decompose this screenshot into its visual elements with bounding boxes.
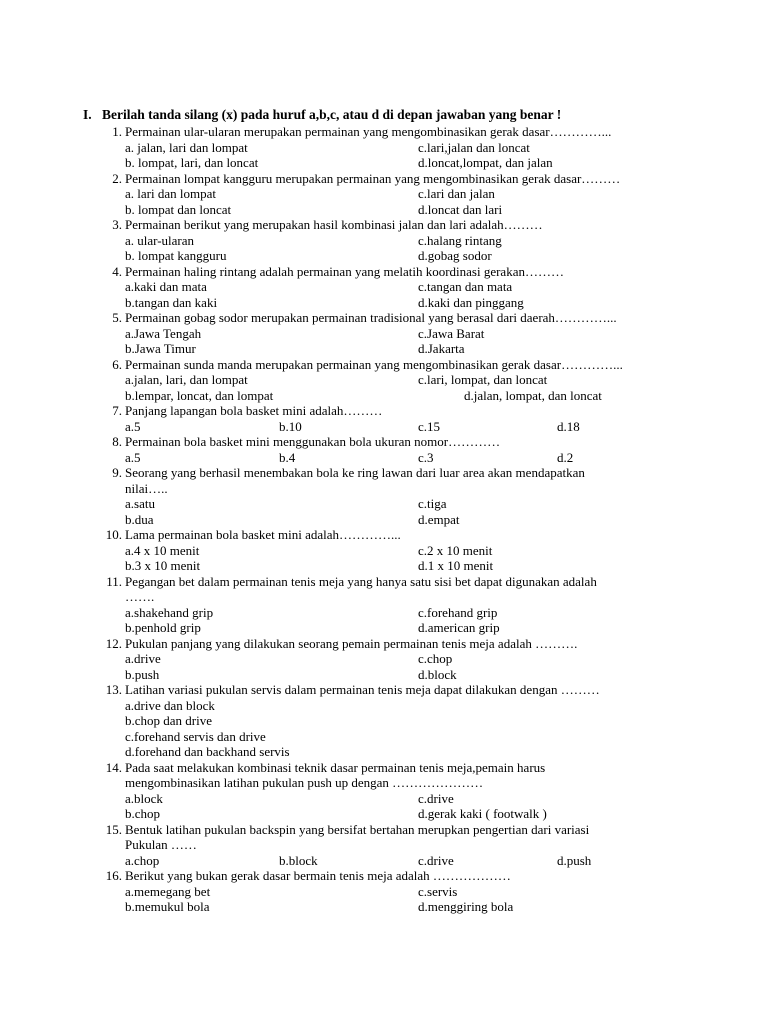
option-row xyxy=(98,729,738,745)
question-line xyxy=(98,310,738,326)
option-row xyxy=(98,744,738,760)
answer-option[interactable]: d.loncat,lompat, dan jalan xyxy=(418,155,553,170)
question-line xyxy=(98,481,738,497)
answer-option[interactable]: b.lempar, loncat, dan lompat xyxy=(125,387,274,403)
option-row xyxy=(98,186,738,202)
answer-option[interactable]: d.forehand dan backhand servis xyxy=(125,744,290,759)
question-text: ……. xyxy=(125,589,155,604)
answer-option[interactable]: d.loncat dan lari xyxy=(418,201,503,217)
answer-option[interactable]: c.15 xyxy=(418,418,441,434)
option-row xyxy=(98,512,738,528)
question-line xyxy=(98,760,738,776)
question-number: 4. xyxy=(112,263,122,279)
answer-option[interactable]: c.lari, lompat, dan loncat xyxy=(418,372,548,387)
answer-option[interactable]: c.Jawa Barat xyxy=(418,325,485,341)
question-number: 9. xyxy=(112,465,122,480)
option-row xyxy=(98,496,738,512)
section-instruction xyxy=(83,107,561,123)
answer-option[interactable]: b.block xyxy=(279,852,318,868)
question-text: Permainan ular-ularan merupakan permainan yang mengombinasikan gerak dasar…………... xyxy=(125,124,612,139)
question-line xyxy=(98,124,738,140)
option-row xyxy=(98,558,738,574)
answer-option[interactable]: a.satu xyxy=(125,496,155,511)
answer-option[interactable]: b. lompat, lari, dan loncat xyxy=(125,155,259,170)
question-number: 15. xyxy=(105,821,122,837)
question-line xyxy=(98,171,738,187)
answer-option[interactable]: b.dua xyxy=(125,511,154,527)
answer-option[interactable]: b.4 xyxy=(279,449,296,465)
question-line xyxy=(98,217,738,233)
question-text: Pukulan …… xyxy=(125,837,197,852)
question-text: Panjang lapangan bola basket mini adalah……… xyxy=(125,403,383,418)
option-row xyxy=(98,233,738,249)
question-text: Permainan gobag sodor merupakan permainan tradisional yang berasal dari daerah…………... xyxy=(125,310,617,325)
answer-option[interactable]: a. jalan, lari dan lompat xyxy=(125,139,248,155)
question-text: Permainan bola basket mini menggunakan bola ukuran nomor………… xyxy=(125,434,501,449)
question-number: 13. xyxy=(105,682,122,697)
answer-option[interactable]: d.18 xyxy=(557,418,580,434)
answer-option[interactable]: a. ular-ularan xyxy=(125,232,195,248)
answer-option[interactable]: d.gerak kaki ( footwalk ) xyxy=(418,806,547,821)
option-row xyxy=(98,698,738,714)
answer-option[interactable]: a.jalan, lari, dan lompat xyxy=(125,372,248,387)
option-row xyxy=(98,667,738,683)
option-row xyxy=(98,140,738,156)
question-line xyxy=(98,682,738,698)
question-number: 7. xyxy=(112,403,122,418)
question-line xyxy=(98,837,738,853)
option-row xyxy=(98,899,738,915)
question-line xyxy=(98,775,738,791)
question-line xyxy=(98,264,738,280)
question-text: Permainan haling rintang adalah permainan yang melatih koordinasi gerakan……… xyxy=(125,263,564,279)
option-row xyxy=(98,279,738,295)
option-row xyxy=(98,713,738,729)
answer-option[interactable]: a.shakehand grip xyxy=(125,604,214,620)
question-line xyxy=(98,357,738,373)
answer-option[interactable]: a.Jawa Tengah xyxy=(125,325,202,341)
answer-option[interactable]: a.kaki dan mata xyxy=(125,279,207,294)
question-number: 2. xyxy=(112,170,122,186)
answer-option[interactable]: c.halang rintang xyxy=(418,232,502,248)
option-row xyxy=(98,806,738,822)
answer-option[interactable]: b.chop dan drive xyxy=(125,713,213,728)
question-line xyxy=(98,636,738,652)
question-line xyxy=(98,434,738,450)
answer-option[interactable]: d.1 x 10 menit xyxy=(418,558,494,573)
option-row xyxy=(98,419,738,435)
answer-option[interactable]: d.american grip xyxy=(418,620,500,635)
answer-option[interactable]: a.chop xyxy=(125,852,160,868)
option-row xyxy=(98,620,738,636)
answer-option[interactable]: b.3 x 10 menit xyxy=(125,558,201,573)
question-text: Pegangan bet dalam permainan tenis meja yang hanya satu sisi bet dapat digunakan adalah xyxy=(125,573,597,589)
question-number: 3. xyxy=(112,217,122,232)
option-row xyxy=(98,543,738,559)
question-number: 16. xyxy=(105,868,122,883)
question-line xyxy=(98,822,738,838)
section-number: I. xyxy=(83,107,92,122)
answer-option[interactable]: d.gobag sodor xyxy=(418,248,492,263)
option-row xyxy=(98,372,738,388)
answer-option[interactable]: a.5 xyxy=(125,418,141,434)
option-row xyxy=(98,605,738,621)
answer-option[interactable]: d.empat xyxy=(418,511,460,527)
option-row xyxy=(98,326,738,342)
answer-option[interactable]: a.drive dan block xyxy=(125,697,215,713)
answer-option[interactable]: a.memegang bet xyxy=(125,883,211,899)
option-row xyxy=(98,450,738,466)
question-line xyxy=(98,465,738,481)
answer-option[interactable]: b.10 xyxy=(279,418,302,434)
answer-option[interactable]: b.penhold grip xyxy=(125,620,201,635)
answer-option[interactable]: b.chop xyxy=(125,806,161,821)
question-line xyxy=(98,589,738,605)
question-text: Bentuk latihan pukulan backspin yang bersifat bertahan merupkan pengertian dari variasi xyxy=(125,821,590,837)
question-number: 12. xyxy=(105,635,122,651)
question-text: Permainan lompat kangguru merupakan permainan yang mengombinasikan gerak dasar……… xyxy=(125,170,621,186)
option-row xyxy=(98,388,738,404)
answer-option[interactable]: a.4 x 10 menit xyxy=(125,542,200,558)
question-text: Pada saat melakukan kombinasi teknik dasar permainan tenis meja,pemain harus xyxy=(125,759,546,775)
question-text: Permainan berikut yang merupakan hasil kombinasi jalan dan lari adalah……… xyxy=(125,217,543,232)
question-number: 10. xyxy=(105,527,122,542)
question-line xyxy=(98,868,738,884)
answer-option[interactable]: d.menggiring bola xyxy=(418,899,514,914)
answer-option[interactable]: d.2 xyxy=(557,449,574,465)
question-number: 11. xyxy=(106,573,122,589)
question-number: 5. xyxy=(112,310,122,325)
question-text: mengombinasikan latihan pukulan push up dengan ………………… xyxy=(125,775,484,790)
question-text: nilai….. xyxy=(125,480,168,496)
option-row xyxy=(98,341,738,357)
answer-option[interactable]: c.forehand grip xyxy=(418,604,498,620)
answer-option[interactable]: c.servis xyxy=(418,883,458,899)
answer-option[interactable]: d.Jakarta xyxy=(418,341,465,356)
question-text: Berikut yang bukan gerak dasar bermain tenis meja adalah ……………… xyxy=(125,868,511,883)
question-line xyxy=(98,574,738,590)
answer-option[interactable]: b. lompat dan loncat xyxy=(125,201,232,217)
question-line xyxy=(98,527,738,543)
answer-option[interactable]: b.push xyxy=(125,666,160,682)
option-row xyxy=(98,202,738,218)
answer-option[interactable]: c.lari,jalan dan loncat xyxy=(418,139,530,155)
option-row xyxy=(98,884,738,900)
answer-option[interactable]: c.lari dan jalan xyxy=(418,186,495,201)
answer-option[interactable]: a.drive xyxy=(125,651,161,666)
answer-option[interactable]: c.tangan dan mata xyxy=(418,279,513,294)
answer-option[interactable]: c.forehand servis dan drive xyxy=(125,728,266,744)
question-text: Latihan variasi pukulan servis dalam permainan tenis meja dapat dilakukan dengan ……… xyxy=(125,682,600,697)
option-row xyxy=(98,248,738,264)
answer-option[interactable]: c.3 xyxy=(418,449,434,465)
answer-option[interactable]: b.tangan dan kaki xyxy=(125,294,218,310)
answer-option[interactable]: a.block xyxy=(125,790,163,806)
answer-option[interactable]: d.push xyxy=(557,852,592,868)
question-line xyxy=(98,403,738,419)
question-text: Pukulan panjang yang dilakukan seorang pemain permainan tenis meja adalah ………. xyxy=(125,635,578,651)
answer-option[interactable]: b.Jawa Timur xyxy=(125,341,196,356)
answer-option[interactable]: c.tiga xyxy=(418,496,447,511)
answer-option[interactable]: c.drive xyxy=(418,790,454,806)
answer-option[interactable]: a. lari dan lompat xyxy=(125,186,216,201)
question-text: Seorang yang berhasil menembakan bola ke ring lawan dari luar area akan mendapatkan xyxy=(125,465,585,480)
answer-option[interactable]: c.2 x 10 menit xyxy=(418,542,493,558)
question-text: Lama permainan bola basket mini adalah…………... xyxy=(125,527,401,542)
question-number: 6. xyxy=(112,356,122,372)
answer-option[interactable]: c.chop xyxy=(418,651,453,666)
answer-option[interactable]: b. lompat kangguru xyxy=(125,248,227,263)
answer-option[interactable]: b.memukul bola xyxy=(125,899,210,914)
instruction-text: Berilah tanda silang (x) pada huruf a,b,c, atau d di depan jawaban yang benar ! xyxy=(102,107,562,122)
answer-option[interactable]: c.drive xyxy=(418,852,454,868)
answer-option[interactable]: d.jalan, lompat, dan loncat xyxy=(464,387,602,403)
question-list xyxy=(98,124,738,915)
option-row xyxy=(98,295,738,311)
option-row xyxy=(98,791,738,807)
answer-option[interactable]: d.kaki dan pinggang xyxy=(418,294,524,310)
question-number: 1. xyxy=(112,124,122,139)
option-row xyxy=(98,155,738,171)
option-row xyxy=(98,651,738,667)
question-number: 8. xyxy=(112,434,122,449)
answer-option[interactable]: d.block xyxy=(418,666,457,682)
answer-option[interactable]: a.5 xyxy=(125,449,141,465)
question-text: Permainan sunda manda merupakan permainan yang mengombinasikan gerak dasar…………... xyxy=(125,356,623,372)
option-row xyxy=(98,853,738,869)
question-number: 14. xyxy=(105,759,122,775)
